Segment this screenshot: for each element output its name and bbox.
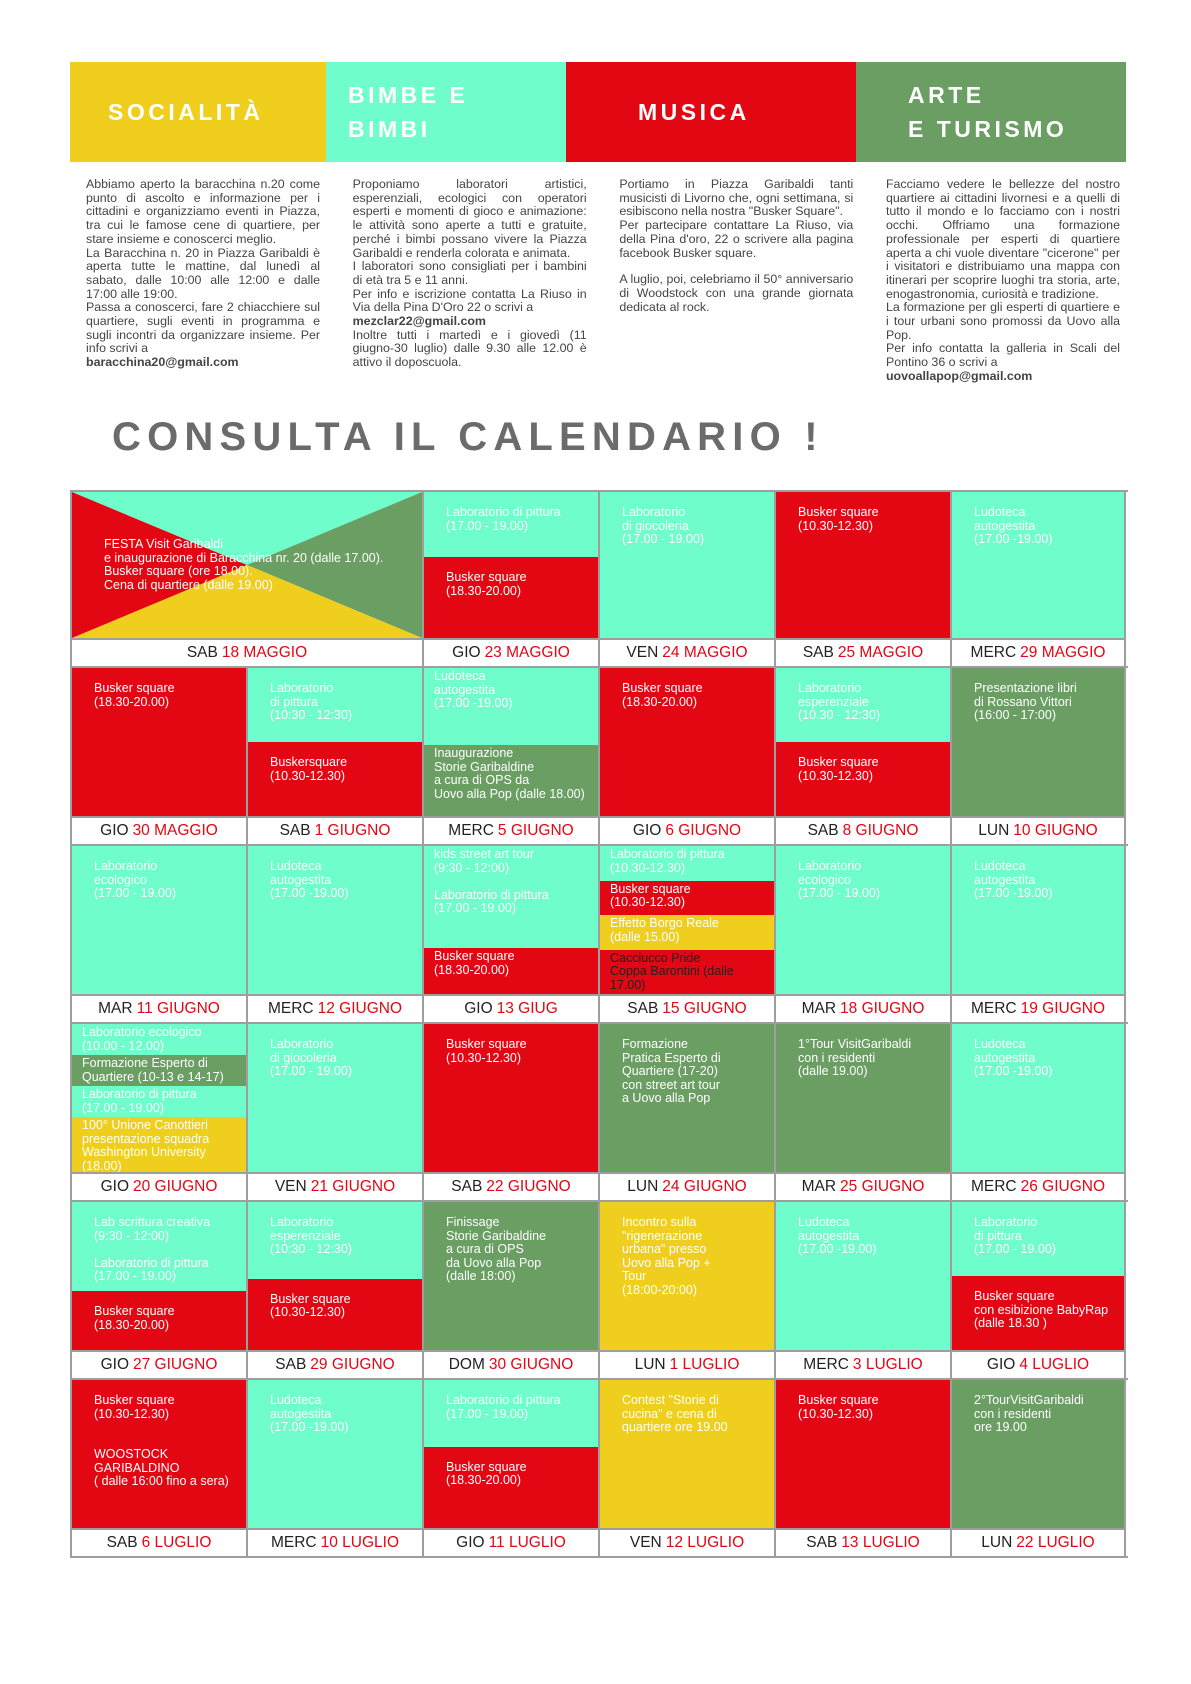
calendar-day <box>422 1380 598 1556</box>
category-header <box>70 62 1126 162</box>
calendar-day <box>246 1024 422 1200</box>
date: 10 LUGLIO <box>320 1534 400 1551</box>
date: 22 GIUGNO <box>486 1178 571 1195</box>
event-block: Laboratorio di pittura (17.00 - 19.00) <box>424 1380 598 1447</box>
date: 1 GIUGNO <box>314 822 391 839</box>
event-block: Laboratorio di pittura (17.00 - 19.00) <box>952 1202 1124 1276</box>
day-label <box>72 994 246 1022</box>
event-block: Busker square (18.30-20.00) <box>424 948 598 994</box>
day-label <box>600 638 774 666</box>
day-label <box>952 638 1124 666</box>
day-events <box>248 1024 422 1172</box>
calendar-day <box>70 1024 246 1200</box>
event-block: Ludoteca autogestita (17.00 -19.00) <box>952 1024 1124 1172</box>
calendar-day <box>950 846 1126 1022</box>
calendar-day <box>70 492 422 666</box>
calendar-day <box>950 1380 1126 1556</box>
weekday: SAB <box>802 644 834 661</box>
date: 13 LUGLIO <box>841 1534 920 1551</box>
calendar-week <box>70 490 1128 668</box>
event-block: Effetto Borgo Reale (dalle 15.00) <box>600 915 774 950</box>
date: 18 MAGGIO <box>221 644 308 661</box>
day-events <box>776 492 950 638</box>
day-events <box>424 1380 598 1528</box>
weekday: MAR <box>801 1000 837 1017</box>
event-block: Laboratorio di pittura (10:30 - 12:30) <box>248 668 422 742</box>
date: 12 LUGLIO <box>665 1534 745 1551</box>
event-block: Laboratorio ecologico (17.00 - 19.00) <box>72 846 246 994</box>
day-label <box>424 816 598 844</box>
weekday: MAR <box>98 1000 133 1017</box>
date: 20 GIUGNO <box>133 1178 218 1195</box>
event-block: Ludoteca autogestita (17.00 -19.00) <box>248 846 422 994</box>
day-events <box>776 668 950 816</box>
event-block: Laboratorio esperenziale (10.30 - 12:30) <box>776 668 950 742</box>
event-block: 2°TourVisitGaribaldi con i residenti ore 19.00 <box>952 1380 1124 1528</box>
calendar-day <box>70 1202 246 1378</box>
intro-paragraph: Inoltre tutti i martedì e i giovedì (11 giugno-30 luglio) dalle 9.30 alle 12.00 è attivo il doposcuola. <box>352 327 587 370</box>
day-events <box>248 846 422 994</box>
weekday: MERC <box>270 1534 317 1551</box>
day-label <box>424 638 598 666</box>
weekday: SAB <box>451 1178 483 1195</box>
day-events <box>72 846 246 994</box>
day-events <box>952 668 1124 816</box>
weekday: SAB <box>106 1534 138 1551</box>
day-label <box>72 1528 246 1556</box>
calendar-day <box>774 846 950 1022</box>
event-block: Laboratorio di giocoleria (17.00 - 19.00) <box>600 492 774 638</box>
event-block: Laboratorio ecologico (17.00 - 19.00) <box>776 846 950 994</box>
category-title: ARTE E TURISMO <box>908 82 1068 142</box>
event-block: Contest "Storie di cucina" e cena di quartiere ore 19.00 <box>600 1380 774 1528</box>
category-title: SOCIALITÀ <box>108 99 264 125</box>
intro-section <box>86 178 1120 384</box>
calendar-day <box>598 492 774 666</box>
day-label <box>248 1172 422 1200</box>
day-label <box>776 994 950 1022</box>
date: 15 GIUGNO <box>662 1000 747 1017</box>
event-block: Busker square (10.30-12.30) <box>248 1279 422 1350</box>
calendar-day <box>950 1202 1126 1378</box>
calendar-day <box>774 668 950 844</box>
event-block: Laboratorio esperenziale (10:30 - 12:30) <box>248 1202 422 1279</box>
category-title: BIMBE E BIMBI <box>348 82 469 142</box>
date: 25 MAGGIO <box>837 644 924 661</box>
event-block: Ludoteca autogestita (17.00 -19.00) <box>424 668 598 745</box>
date: 18 GIUGNO <box>840 1000 925 1017</box>
calendar-week <box>70 1024 1128 1202</box>
date: 29 MAGGIO <box>1020 644 1106 661</box>
calendar-day <box>422 1024 598 1200</box>
event-block: Busker square con esibizione BabyRap (dalle 18.30 ) <box>952 1276 1124 1350</box>
event-block: Busker square (18.30-20.00) <box>600 668 774 816</box>
contact-email[interactable]: uovoallapop@gmail.com <box>885 368 1033 383</box>
intro-paragraph: Portiamo in Piazza Garibaldi tanti musicisti di Livorno che, ogni settimana, si esibiscono nella nostra "Busker Square". <box>619 177 854 219</box>
event-block: Busker square (10.30-12.30) <box>776 742 950 816</box>
calendar-day <box>774 492 950 666</box>
intro-paragraph: Facciamo vedere le bellezze del nostro quartiere ai cittadini livornesi e a quelli di tutto il mondo e lo facciamo con i nostri occhi. Offriamo una formazione professionale per esperti di quartiere aperta a chi vuole diventare "cicerone" per i visitatori e distribuiamo una mappa con itinerari per scoprire luoghi tra storia, arte, enogastronomia, curiosità e tradizione. <box>885 177 1120 301</box>
weekday: GIO <box>632 822 662 839</box>
weekday: GIO <box>986 1356 1016 1373</box>
date: 12 GIUGNO <box>317 1000 403 1017</box>
event-block: Laboratorio ecologico (10.00 - 12.00) <box>72 1024 246 1055</box>
event-block: Cacciucco Pride Coppa Barontini (dalle 17.00) <box>600 950 774 995</box>
event-block: Busker square (10.30-12.30) <box>424 1024 598 1172</box>
day-label <box>600 1528 774 1556</box>
event-block: Laboratorio di giocoleria (17.00 - 19.00) <box>248 1024 422 1172</box>
date: 19 GIUGNO <box>1020 1000 1106 1017</box>
weekday: MERC <box>267 1000 314 1017</box>
calendar-day <box>598 846 774 1022</box>
day-label <box>776 1350 950 1378</box>
calendar-day <box>422 1202 598 1378</box>
intro-paragraph: Per info e iscrizione contatta La Riuso in Via della Pina D'Oro 22 o scrivi a <box>352 286 587 315</box>
day-events <box>952 492 1124 638</box>
intro-paragraph: Abbiamo aperto la baracchina n.20 come punto di ascolto e informazione per i cittadini e organizziamo eventi in Piazza, tra cui le famose cene di quartiere, per stare insieme e conoscerci meglio. <box>86 177 320 246</box>
calendar-day <box>422 846 598 1022</box>
weekday: SAB <box>807 822 839 839</box>
event-block: Buskersquare (10.30-12.30) <box>248 742 422 816</box>
contact-email[interactable]: mezclar22@gmail.com <box>352 314 486 329</box>
calendar-day <box>246 846 422 1022</box>
day-events <box>600 846 774 994</box>
day-label <box>600 816 774 844</box>
date: 6 GIUGNO <box>665 822 742 839</box>
weekday: GIO <box>100 1178 129 1195</box>
weekday: LUN <box>634 1356 666 1373</box>
day-events <box>248 1380 422 1528</box>
day-label <box>776 1528 950 1556</box>
date: 10 GIUGNO <box>1013 822 1098 839</box>
calendar-day <box>774 1202 950 1378</box>
day-events <box>424 1202 598 1350</box>
festa-event <box>72 492 422 638</box>
event-block: 100° Unione Canottieri presentazione squadra Washington University (18.00) <box>72 1117 246 1172</box>
day-events <box>776 846 950 994</box>
day-events <box>600 1024 774 1172</box>
day-label <box>424 1350 598 1378</box>
day-events <box>424 492 598 638</box>
calendar-day <box>598 1024 774 1200</box>
calendar-day <box>598 1380 774 1556</box>
date: 26 GIUGNO <box>1020 1178 1106 1195</box>
day-label <box>952 994 1124 1022</box>
calendar-day <box>246 1380 422 1556</box>
event-block: Busker square (18.30-20.00) <box>424 1447 598 1528</box>
date: 24 MAGGIO <box>662 644 748 661</box>
intro-socialita <box>86 178 320 384</box>
day-events <box>776 1380 950 1528</box>
day-label <box>248 816 422 844</box>
day-events <box>424 1024 598 1172</box>
event-block: Busker square (10.30-12.30) <box>776 492 950 638</box>
day-label <box>424 1172 598 1200</box>
day-label <box>952 1350 1124 1378</box>
date: 29 GIUGNO <box>310 1356 395 1373</box>
day-events <box>952 1380 1124 1528</box>
day-label <box>776 638 950 666</box>
category-title: MUSICA <box>638 99 750 125</box>
event-block: Busker square (18.30-20.00) <box>72 1291 246 1350</box>
day-events <box>72 1380 246 1528</box>
calendar-day <box>422 492 598 666</box>
day-label <box>72 638 422 666</box>
day-label <box>72 816 246 844</box>
day-events <box>952 1202 1124 1350</box>
day-events <box>600 1380 774 1528</box>
day-label <box>776 816 950 844</box>
date: 11 LUGLIO <box>488 1534 566 1551</box>
calendar-day <box>246 668 422 844</box>
weekday: SAB <box>627 1000 659 1017</box>
event-block: 1°Tour VisitGaribaldi con i residenti (dalle 19.00) <box>776 1024 950 1172</box>
weekday: DOM <box>448 1356 485 1373</box>
event-block: Incontro sulla "rigenerazione urbana" presso Uovo alla Pop + Tour (18:00-20:00) <box>600 1202 774 1350</box>
calendar-day <box>422 668 598 844</box>
day-events <box>424 668 598 816</box>
day-label <box>600 1350 774 1378</box>
event-block: Laboratorio di pittura (17.00 - 19.00) <box>424 492 598 557</box>
day-label <box>248 1528 422 1556</box>
weekday: GIO <box>456 1534 485 1551</box>
calendar-day <box>598 1202 774 1378</box>
category-arte-turismo <box>856 62 1126 162</box>
day-label <box>952 1172 1124 1200</box>
date: 5 GIUGNO <box>497 822 574 839</box>
day-events <box>600 1202 774 1350</box>
contact-email[interactable]: baracchina20@gmail.com <box>86 355 239 370</box>
calendar-day <box>950 1024 1126 1200</box>
event-block: Finissage Storie Garibaldine a cura di OPS da Uovo alla Pop (dalle 18:00) <box>424 1202 598 1350</box>
category-bimbe-bimbi <box>326 62 566 162</box>
day-events <box>72 492 422 638</box>
weekday: LUN <box>627 1178 659 1195</box>
day-label <box>600 994 774 1022</box>
event-block: Formazione Esperto di Quartiere (10-13 e 14-17) <box>72 1055 246 1086</box>
date: 1 LUGLIO <box>669 1356 740 1373</box>
weekday: MERC <box>970 1000 1017 1017</box>
date: 6 LUGLIO <box>141 1534 212 1551</box>
intro-paragraph: La Baracchina n. 20 in Piazza Garibaldi è aperta tutte le mattine, dal lunedì al sabato, dalle 10:00 alle 12:00 e dalle 17:00 alle 19:00. <box>86 245 320 301</box>
weekday: GIO <box>100 822 129 839</box>
day-events <box>248 668 422 816</box>
day-label <box>72 1172 246 1200</box>
day-label <box>72 1350 246 1378</box>
calendar-day <box>70 668 246 844</box>
event-block: Ludoteca autogestita (17.00 -19.00) <box>248 1380 422 1528</box>
day-events <box>600 668 774 816</box>
date: 11 GIUGNO <box>136 1000 220 1017</box>
event-block: Busker square (18.30-20.00) <box>72 668 246 816</box>
weekday: VEN <box>626 644 659 661</box>
date: 27 GIUGNO <box>133 1356 218 1373</box>
event-block: Laboratorio di pittura (10.30-12.30) <box>600 846 774 881</box>
event-block: Ludoteca autogestita (17.00 -19.00) <box>776 1202 950 1350</box>
event-block: Busker square (10.30-12.30) <box>600 881 774 916</box>
weekday: SAB <box>186 644 218 661</box>
intro-paragraph: Passa a conoscerci, fare 2 chiacchiere sul quartiere, sugli eventi in programma e sugli incontri da organizzare insieme. Per info scrivi a <box>86 300 320 356</box>
date: 24 GIUGNO <box>662 1178 747 1195</box>
calendar-day <box>774 1024 950 1200</box>
calendar-heading: CONSULTA IL CALENDARIO ! <box>112 415 824 459</box>
weekday: MERC <box>970 644 1017 661</box>
calendar-day <box>70 1380 246 1556</box>
weekday: GIO <box>452 644 481 661</box>
intro-paragraph: Per info contatta la galleria in Scali del Pontino 36 o scrivi a <box>885 341 1120 370</box>
category-socialita <box>70 62 326 162</box>
calendar-week <box>70 1380 1128 1558</box>
date: 4 LUGLIO <box>1019 1356 1090 1373</box>
calendar-week <box>70 1202 1128 1380</box>
day-label <box>952 816 1124 844</box>
date: 21 GIUGNO <box>310 1178 396 1195</box>
date: 3 LUGLIO <box>852 1356 923 1373</box>
day-events <box>952 846 1124 994</box>
weekday: LUN <box>981 1534 1013 1551</box>
intro-paragraph: A luglio, poi, celebriamo il 50° anniversario di Woodstock con una grande giornata dedicata al rock. <box>619 272 854 314</box>
day-events <box>72 668 246 816</box>
weekday: MERC <box>448 822 494 839</box>
day-events <box>72 1024 246 1172</box>
day-label <box>424 994 598 1022</box>
event-block: Busker square (10.30-12.30) WOOSTOCK GARIBALDINO ( dalle 16:00 fino a sera) <box>72 1380 246 1528</box>
date: 25 GIUGNO <box>840 1178 925 1195</box>
date: 30 MAGGIO <box>132 822 218 839</box>
weekday: MERC <box>970 1178 1017 1195</box>
weekday: MERC <box>803 1356 849 1373</box>
calendar-day <box>246 1202 422 1378</box>
weekday: GIO <box>464 1000 493 1017</box>
day-events <box>600 492 774 638</box>
intro-bimbi <box>353 178 587 384</box>
intro-paragraph: La formazione per gli esperti di quartiere e i tour urbani sono promossi da Uovo alla Pop. <box>885 300 1120 342</box>
event-block: Ludoteca autogestita (17.00 -19.00) <box>952 492 1124 638</box>
date: 23 MAGGIO <box>484 644 570 661</box>
day-label <box>424 1528 598 1556</box>
day-events <box>248 1202 422 1350</box>
event-block: Busker square (18.30-20.00) <box>424 557 598 638</box>
intro-paragraph: I laboratori sono consigliati per i bambini di età tra 5 e 11 anni. <box>352 259 587 287</box>
day-label <box>952 1528 1124 1556</box>
day-label <box>600 1172 774 1200</box>
category-musica <box>566 62 856 162</box>
event-calendar <box>70 490 1128 1558</box>
event-block: Inaugurazione Storie Garibaldine a cura di OPS da Uovo alla Pop (dalle 18.00) <box>424 745 598 816</box>
calendar-week <box>70 668 1128 846</box>
calendar-week <box>70 846 1128 1024</box>
event-block: Presentazione libri di Rossano Vittori (16:00 - 17:00) <box>952 668 1124 816</box>
weekday: VEN <box>274 1178 307 1195</box>
calendar-day <box>774 1380 950 1556</box>
event-block: Lab scrittura creativa (9:30 - 12:00) Laboratorio di pittura (17.00 - 19.00) <box>72 1202 246 1291</box>
calendar-day <box>950 492 1126 666</box>
date: 22 LUGLIO <box>1016 1534 1095 1551</box>
weekday: MAR <box>801 1178 837 1195</box>
event-block: Busker square (10.30-12.30) <box>776 1380 950 1528</box>
event-text: FESTA Visit Garibaldi e inaugurazione di Baracchina nr. 20 (dalle 17.00). Busker square (ore 18.00). Cena di quartiere (dalle 19.00) <box>104 537 384 592</box>
day-events <box>776 1202 950 1350</box>
calendar-day <box>950 668 1126 844</box>
day-label <box>776 1172 950 1200</box>
day-events <box>72 1202 246 1350</box>
event-block: Laboratorio di pittura (17.00 - 19.00) <box>72 1086 246 1117</box>
intro-paragraph: Per partecipare contattare La Riuso, via della Pina d'oro, 22 o scrivere alla pagina facebook Busker square. <box>619 218 854 260</box>
event-block: kids street art tour (9:30 - 12:00) Laboratorio di pittura (17.00 - 19.00) <box>424 846 598 948</box>
calendar-day <box>70 846 246 1022</box>
intro-paragraph: Proponiamo laboratori artistici, esperenziali, ecologici con operatori esperti e momenti di gioco e animazione: le attività sono aperte a tutti e gratuite, perché i bimbi possano vivere la Piazza Garibaldi e renderla colorata e animata. <box>352 177 587 260</box>
date: 30 GIUGNO <box>488 1356 574 1373</box>
intro-arte <box>886 178 1120 384</box>
event-block: Formazione Pratica Esperto di Quartiere (17-20) con street art tour a Uovo alla Pop <box>600 1024 774 1172</box>
event-block: Ludoteca autogestita (17.00 -19.00) <box>952 846 1124 994</box>
weekday: LUN <box>978 822 1010 839</box>
day-label <box>248 1350 422 1378</box>
date: 8 GIUGNO <box>842 822 919 839</box>
weekday: SAB <box>279 822 311 839</box>
weekday: VEN <box>629 1534 662 1551</box>
calendar-day <box>598 668 774 844</box>
weekday: SAB <box>806 1534 838 1551</box>
weekday: SAB <box>275 1356 307 1373</box>
day-label <box>248 994 422 1022</box>
weekday: GIO <box>100 1356 129 1373</box>
day-events <box>776 1024 950 1172</box>
day-events <box>952 1024 1124 1172</box>
date: 13 GIUG <box>496 1000 558 1017</box>
day-events <box>424 846 598 994</box>
intro-musica <box>619 178 853 384</box>
